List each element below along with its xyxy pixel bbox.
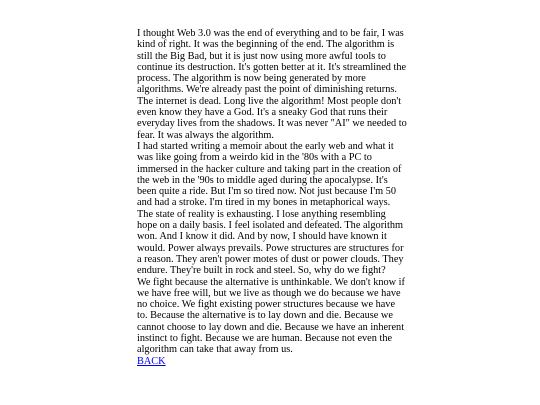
paragraph-web3: I thought Web 3.0 was the end of everything and to be fair, I was kind of right. It was the beginning of the end. The algorithm is still the Big Bad, but it is just now using more awful tools to continue its destruction. It's gotten better at it. It's streamlined the process. The algorithm is now being generated by more algorithms. We're already past the point of diminishing returns. The internet is dead. Long live the algorithm! Most people don't even know they have a God. It's a sneaky God that runs their everyday lives from the shadows. It was never "AI" we needed to fear. It was always the algorithm.	[137, 28, 407, 141]
paragraph-why-we-fight: We fight because the alternative is unthinkable. We don't know if we have free will, but we live as though we do because we have no choice. We fight existing power structures because we have to. Because the alternative is to lay down and die. Because we cannot choose to lay down and die. Because we have an inherent instinct to fight. Because we are human. Because not even the algorithm can take that away from us.	[137, 276, 405, 356]
back-link[interactable]: BACK	[137, 355, 166, 367]
article-body	[137, 28, 407, 367]
paragraph-memoir: I had started writing a memoir about the early web and what it was like going from a weirdo kid in the '80s with a PC to immersed in the hacker culture and taking part in the creation of the web in the '90s to middle aged during the apocalypse. It's been quite a ride. But I'm so tired now. Not just because I'm 50 and had a stroke. I'm tired in my bones in metaphorical ways. The state of reality is exhausting. I lose anything resembling hope on a daily basis. I feel isolated and defeated. The algorithm won. And I know it did. And by now, I should have known it would. Power always prevails. Powe structures are structures for a reason. They aren't power motes of dust or power clouds. They endure. They're built in rock and steel. So, why do we fight?	[137, 140, 404, 277]
